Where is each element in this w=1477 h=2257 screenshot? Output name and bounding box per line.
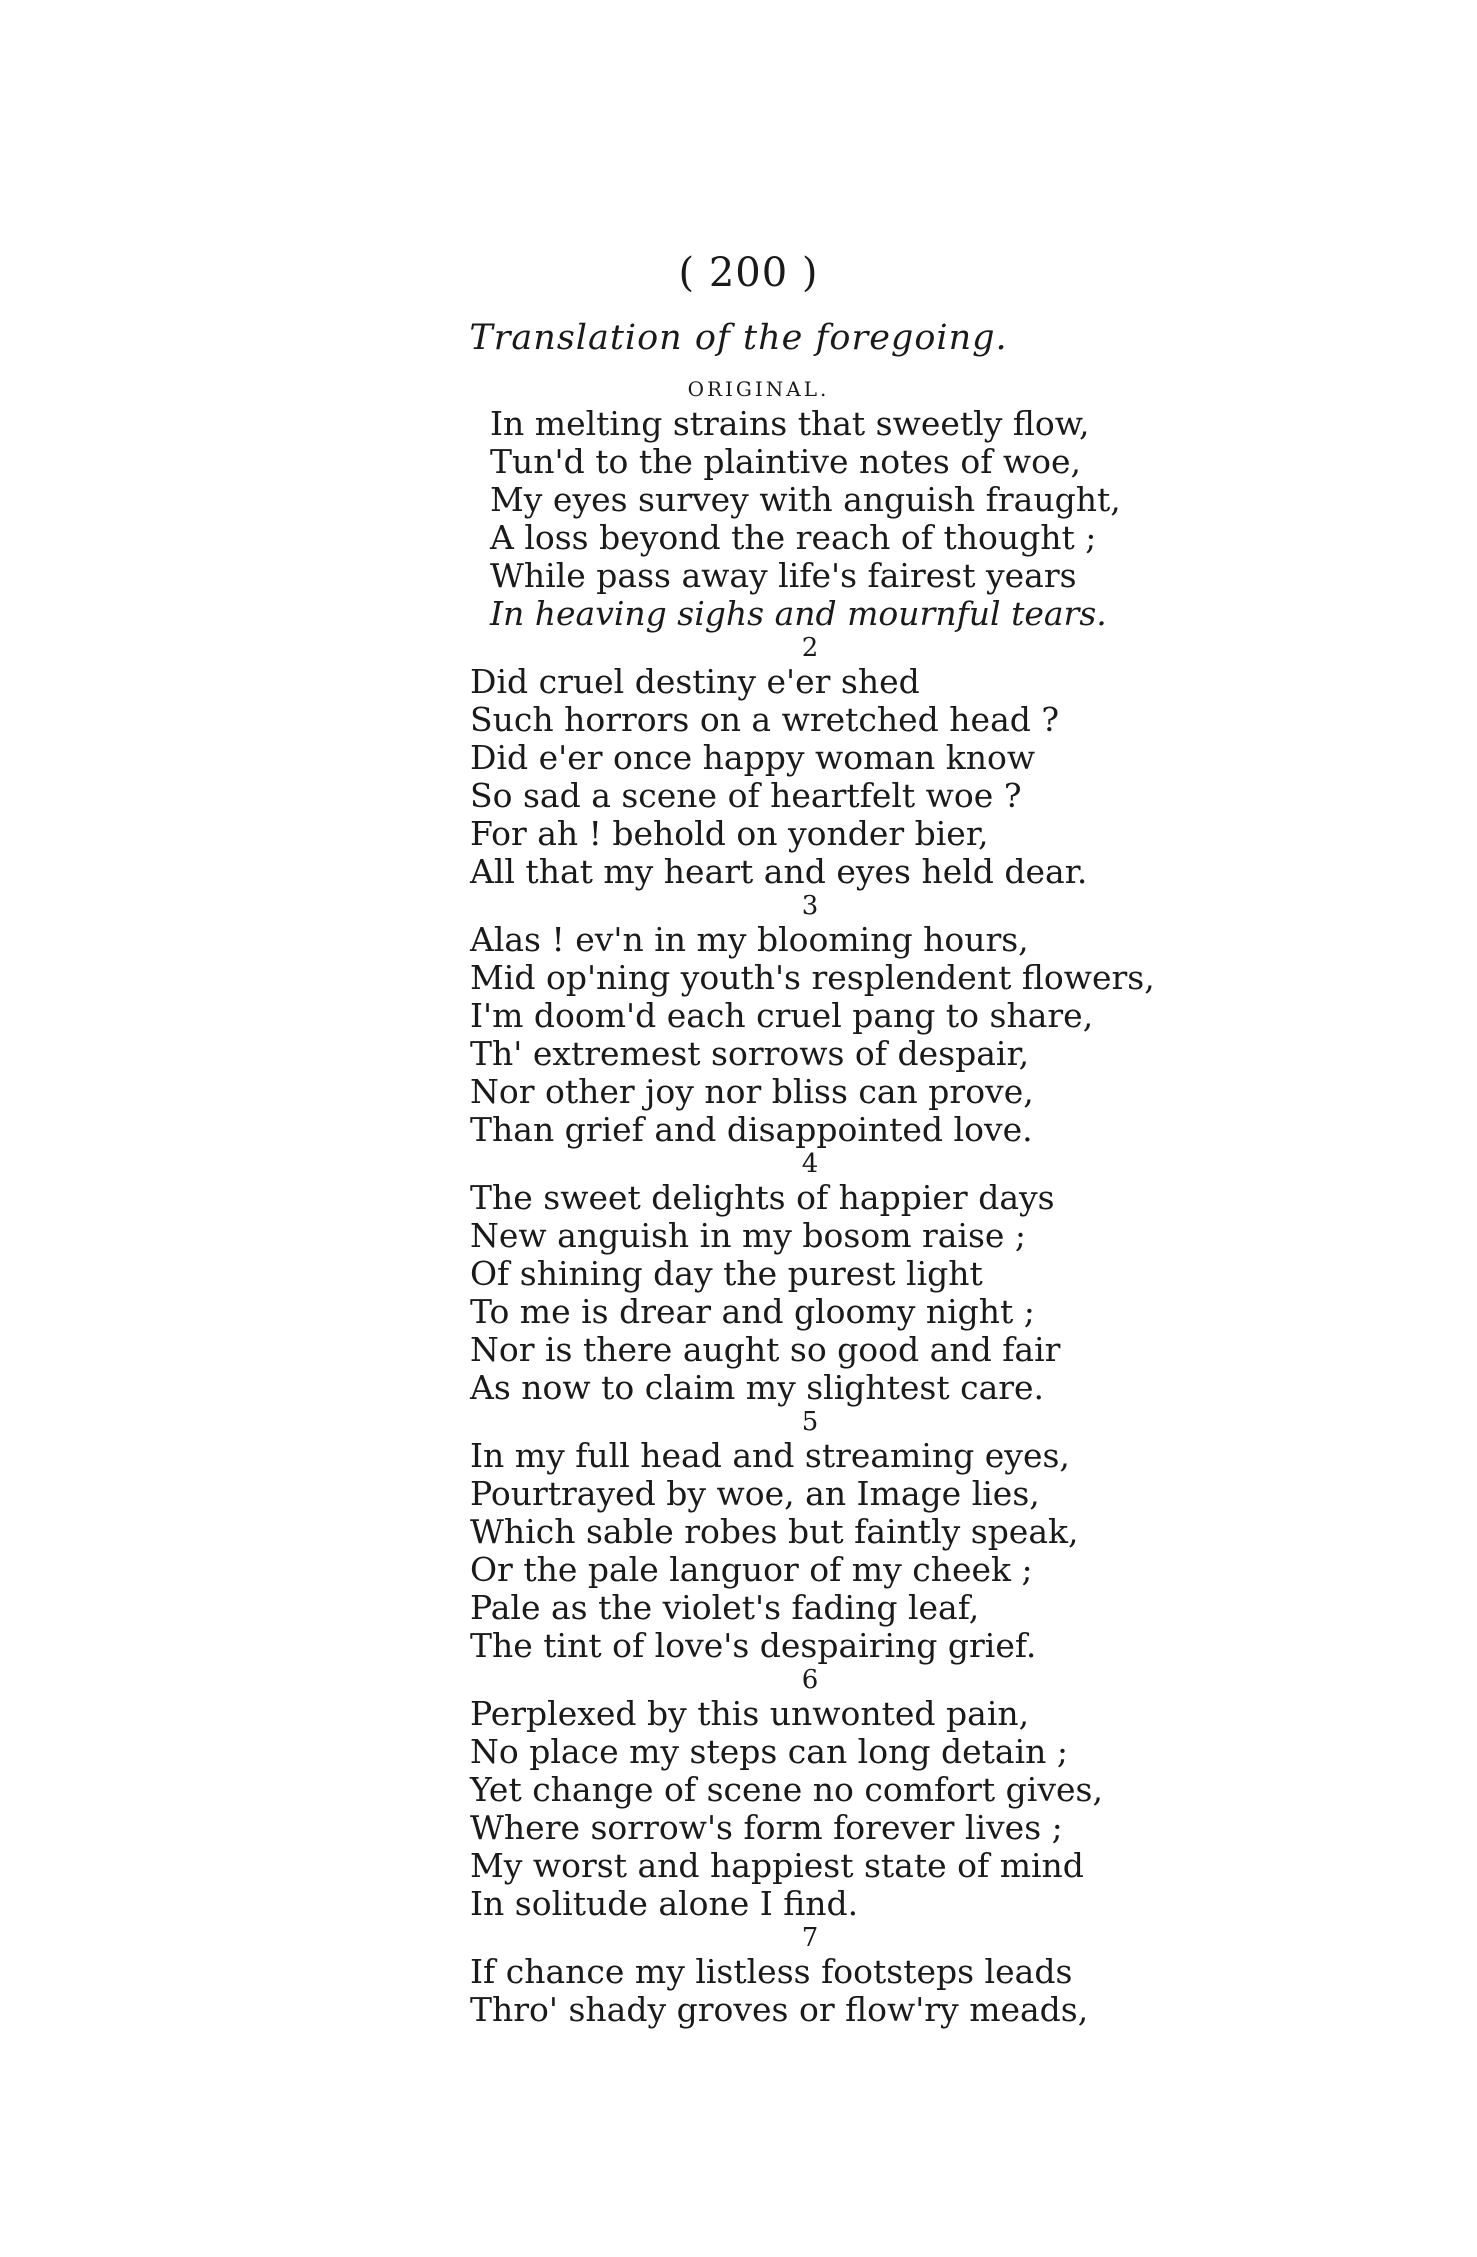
poem-line: Than grief and disappointed love. <box>470 1110 1033 1149</box>
stanza-number: 5 <box>801 1407 819 1437</box>
poem-line: My worst and happiest state of mind <box>470 1846 1084 1885</box>
poem-line: My eyes survey with anguish fraught, <box>490 480 1121 519</box>
stanza-number: 4 <box>801 1149 819 1179</box>
poem-line: I'm doom'd each cruel pang to share, <box>470 996 1094 1035</box>
poem-line: Where sorrow's form forever lives ; <box>470 1808 1063 1847</box>
stanza-5 <box>470 1407 1190 1665</box>
stanza-number: 7 <box>801 1923 819 1953</box>
poem-line: In melting strains that sweetly flow, <box>490 404 1090 443</box>
page-heading: Translation of the foregoing. <box>469 318 1008 358</box>
poem-line: Or the pale languor of my cheek ; <box>470 1550 1033 1589</box>
poem <box>470 405 1190 2029</box>
poem-line: New anguish in my bosom raise ; <box>470 1216 1027 1255</box>
stanza-3 <box>470 891 1190 1149</box>
poem-line: Alas ! ev'n in my blooming hours, <box>470 920 1029 959</box>
poem-line: Tun'd to the plaintive notes of woe, <box>490 442 1082 481</box>
poem-line: So sad a scene of heartfelt woe ? <box>470 776 1022 815</box>
stanza-7 <box>470 1923 1190 2029</box>
poem-line: Nor is there aught so good and fair <box>470 1330 1061 1369</box>
poem-line: To me is drear and gloomy night ; <box>470 1292 1035 1331</box>
poem-line: Nor other joy nor bliss can prove, <box>470 1072 1034 1111</box>
stanza-number: 2 <box>801 633 819 663</box>
poem-line: Did cruel destiny e'er shed <box>470 662 920 701</box>
stanza-number: 3 <box>801 891 819 921</box>
poem-line: Pourtrayed by woe, an Image lies, <box>470 1474 1040 1513</box>
stanza-2 <box>470 633 1190 891</box>
stanza-4 <box>470 1149 1190 1407</box>
poem-line: No place my steps can long detain ; <box>470 1732 1068 1771</box>
poem-line: Mid op'ning youth's resplendent flowers, <box>470 958 1155 997</box>
stanza-6 <box>470 1665 1190 1923</box>
poem-line: A loss beyond the reach of thought ; <box>490 518 1097 557</box>
page-number: ( 200 ) <box>678 250 819 296</box>
poem-line: The tint of love's despairing grief. <box>470 1626 1037 1665</box>
poem-line: As now to claim my slightest care. <box>470 1368 1045 1407</box>
poem-line: In heaving sighs and mournful tears. <box>490 594 1107 633</box>
poem-line: All that my heart and eyes held dear. <box>470 852 1088 891</box>
poem-line: Did e'er once happy woman know <box>470 738 1036 777</box>
poem-line: Of shining day the purest light <box>470 1254 983 1293</box>
poem-line: Th' extremest sorrows of despair, <box>470 1034 1030 1073</box>
poem-line: In my full head and streaming eyes, <box>470 1436 1070 1475</box>
poem-line: Yet change of scene no comfort gives, <box>470 1770 1103 1809</box>
poem-line: Perplexed by this unwonted pain, <box>470 1694 1030 1733</box>
poem-line: Pale as the violet's fading leaf, <box>470 1588 980 1627</box>
page-subheading: ORIGINAL. <box>687 377 830 401</box>
poem-line: Which sable robes but faintly speak, <box>470 1512 1079 1551</box>
stanza-1 <box>470 405 1190 633</box>
stanza-number: 6 <box>801 1665 819 1695</box>
poem-line: Such horrors on a wretched head ? <box>470 700 1060 739</box>
poem-line: If chance my listless footsteps leads <box>470 1952 1073 1991</box>
poem-line: In solitude alone I find. <box>470 1884 859 1923</box>
poem-line: Thro' shady groves or flow'ry meads, <box>470 1990 1089 2029</box>
poem-line: For ah ! behold on yonder bier, <box>470 814 989 853</box>
poem-line: While pass away life's fairest years <box>490 556 1077 595</box>
poem-line: The sweet delights of happier days <box>470 1178 1055 1217</box>
